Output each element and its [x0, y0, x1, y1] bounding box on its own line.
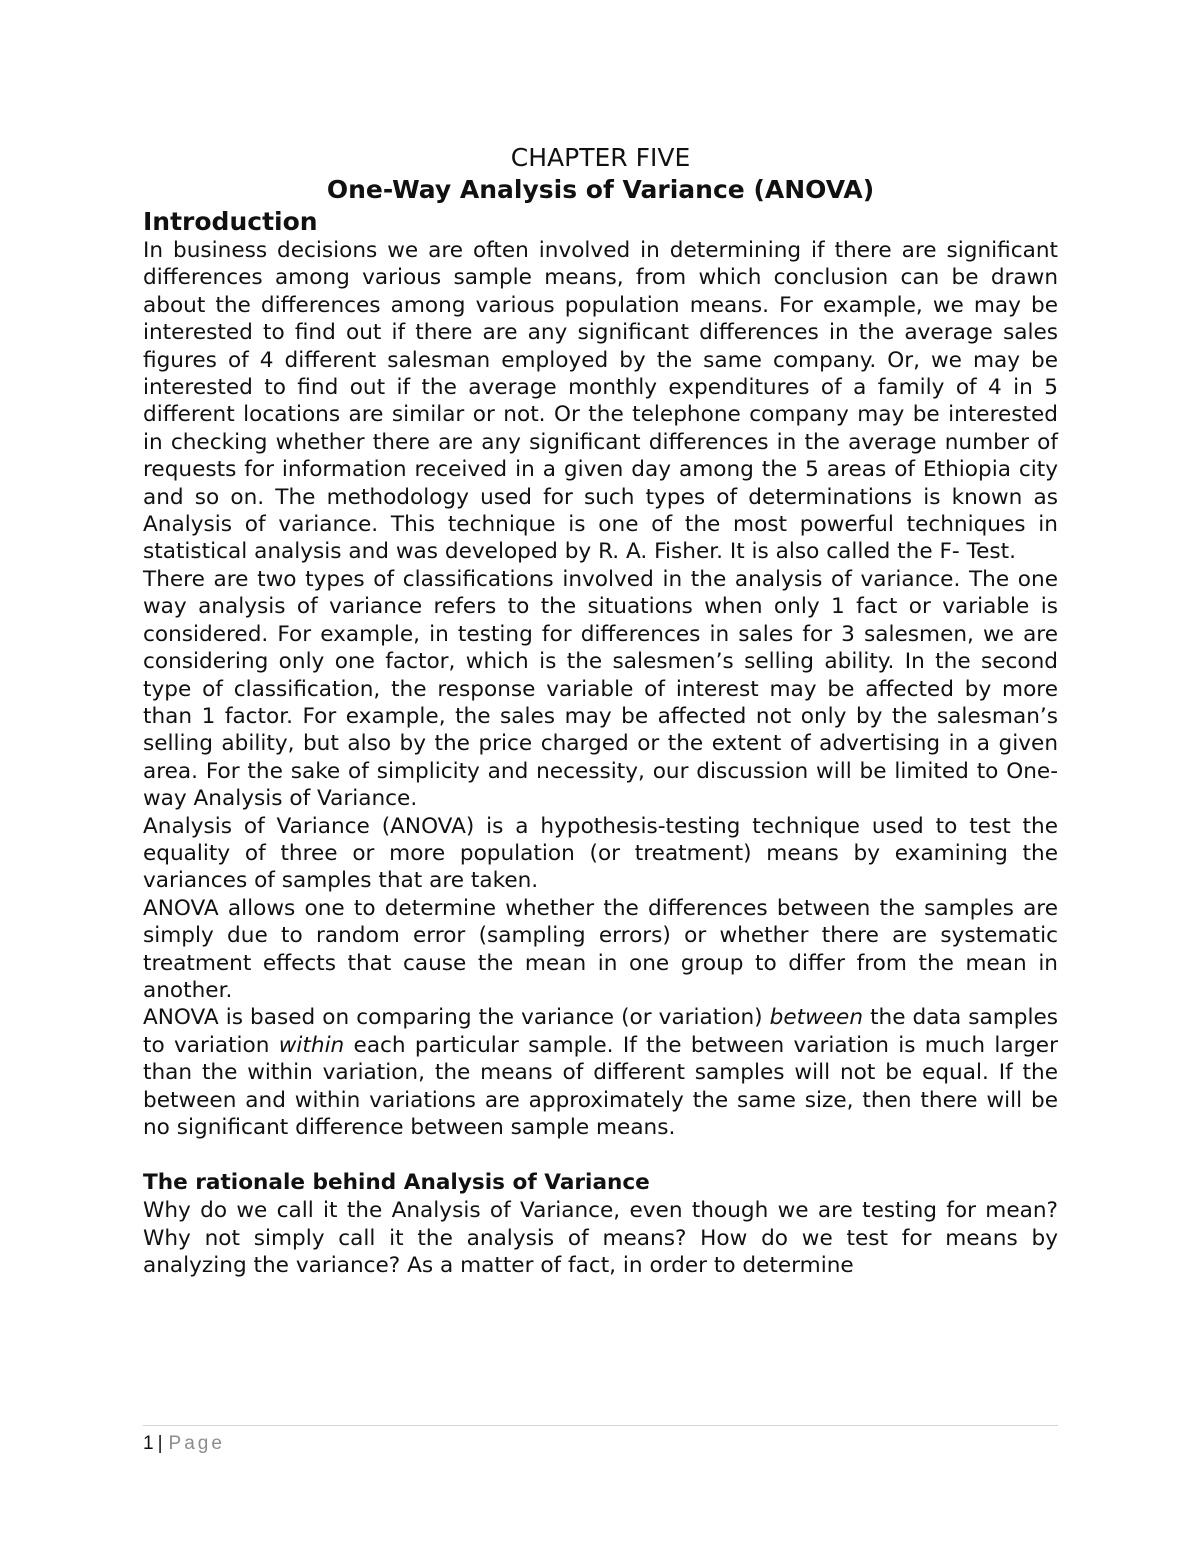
- emphasis-between: between: [769, 1005, 864, 1031]
- basis-text-1: ANOVA is based on comparing the variance (or variation): [143, 1005, 770, 1031]
- document-page: [143, 142, 1058, 1280]
- paragraph-intro: In business decisions we are often involved in determining if there are significant differences among various sample means, from which conclusion can be drawn about the differences among various population means. For example, we may be interested to find out if there are any significant differences in the average sales figures of 4 different salesman employed by the same company. Or, we may be interested to find out if the average monthly expenditures of a family of 4 in 5 different locations are similar or not. Or the telephone company may be interested in checking whether there are any significant differences in the average number of requests for information received in a given day among the 5 areas of Ethiopia city and so on. The methodology used for such types of determinations is known as Analysis of variance. This technique is one of the most powerful techniques in statistical analysis and was developed by R. A. Fisher. It is also called the F- Test.: [143, 238, 1058, 565]
- paragraph-rationale: Why do we call it the Analysis of Variance, even though we are testing for mean? Why not simply call it the analysis of means? How do we test for means by analyzing the variance? As a matter of fact, in order to determine: [143, 1198, 1058, 1279]
- page-label: Page: [168, 1433, 225, 1454]
- footer-separator: |: [157, 1433, 163, 1454]
- paragraph-anova-basis: [143, 1004, 1058, 1141]
- document-title: One-Way Analysis of Variance (ANOVA): [326, 175, 875, 204]
- footer-divider: [143, 1425, 1058, 1426]
- paragraph-anova-purpose: ANOVA allows one to determine whether the differences between the samples are simply due to random error (sampling errors) or whether there are systematic treatment effects that cause the mean in one group to differ from the mean in another.: [143, 895, 1058, 1003]
- chapter-heading: CHAPTER FIVE: [510, 143, 691, 172]
- rationale-heading: The rationale behind Analysis of Variance: [143, 1170, 650, 1196]
- paragraph-spacer: [143, 1141, 1058, 1168]
- emphasis-within: within: [278, 1032, 345, 1058]
- basis-text-2: the data samples to variation: [143, 1005, 1058, 1058]
- basis-text-3: each particular sample. If the between variation is much larger than the within variation, the means of different samples will not be equal. If the between and within variations are approximately the same size, then there will be no significant difference between sample means.: [143, 1032, 1058, 1140]
- paragraph-classifications: There are two types of classifications involved in the analysis of variance. The one way analysis of variance refers to the situations when only 1 fact or variable is considered. For example, in testing for differences in sales for 3 salesmen, we are considering only one factor, which is the salesmen’s selling ability. In the second type of classification, the response variable of interest may be affected by more than 1 factor. For example, the sales may be affected not only by the salesman’s selling ability, but also by the price charged or the extent of advertising in a given area. For the sake of simplicity and necessity, our discussion will be limited to One-way Analysis of Variance.: [143, 566, 1058, 812]
- page-number: 1: [143, 1433, 154, 1454]
- paragraph-anova-definition: Analysis of Variance (ANOVA) is a hypothesis-testing technique used to test the equality of three or more population (or treatment) means by examining the variances of samples that are taken.: [143, 813, 1058, 894]
- page-footer: [143, 1432, 225, 1456]
- introduction-heading: Introduction: [143, 207, 318, 236]
